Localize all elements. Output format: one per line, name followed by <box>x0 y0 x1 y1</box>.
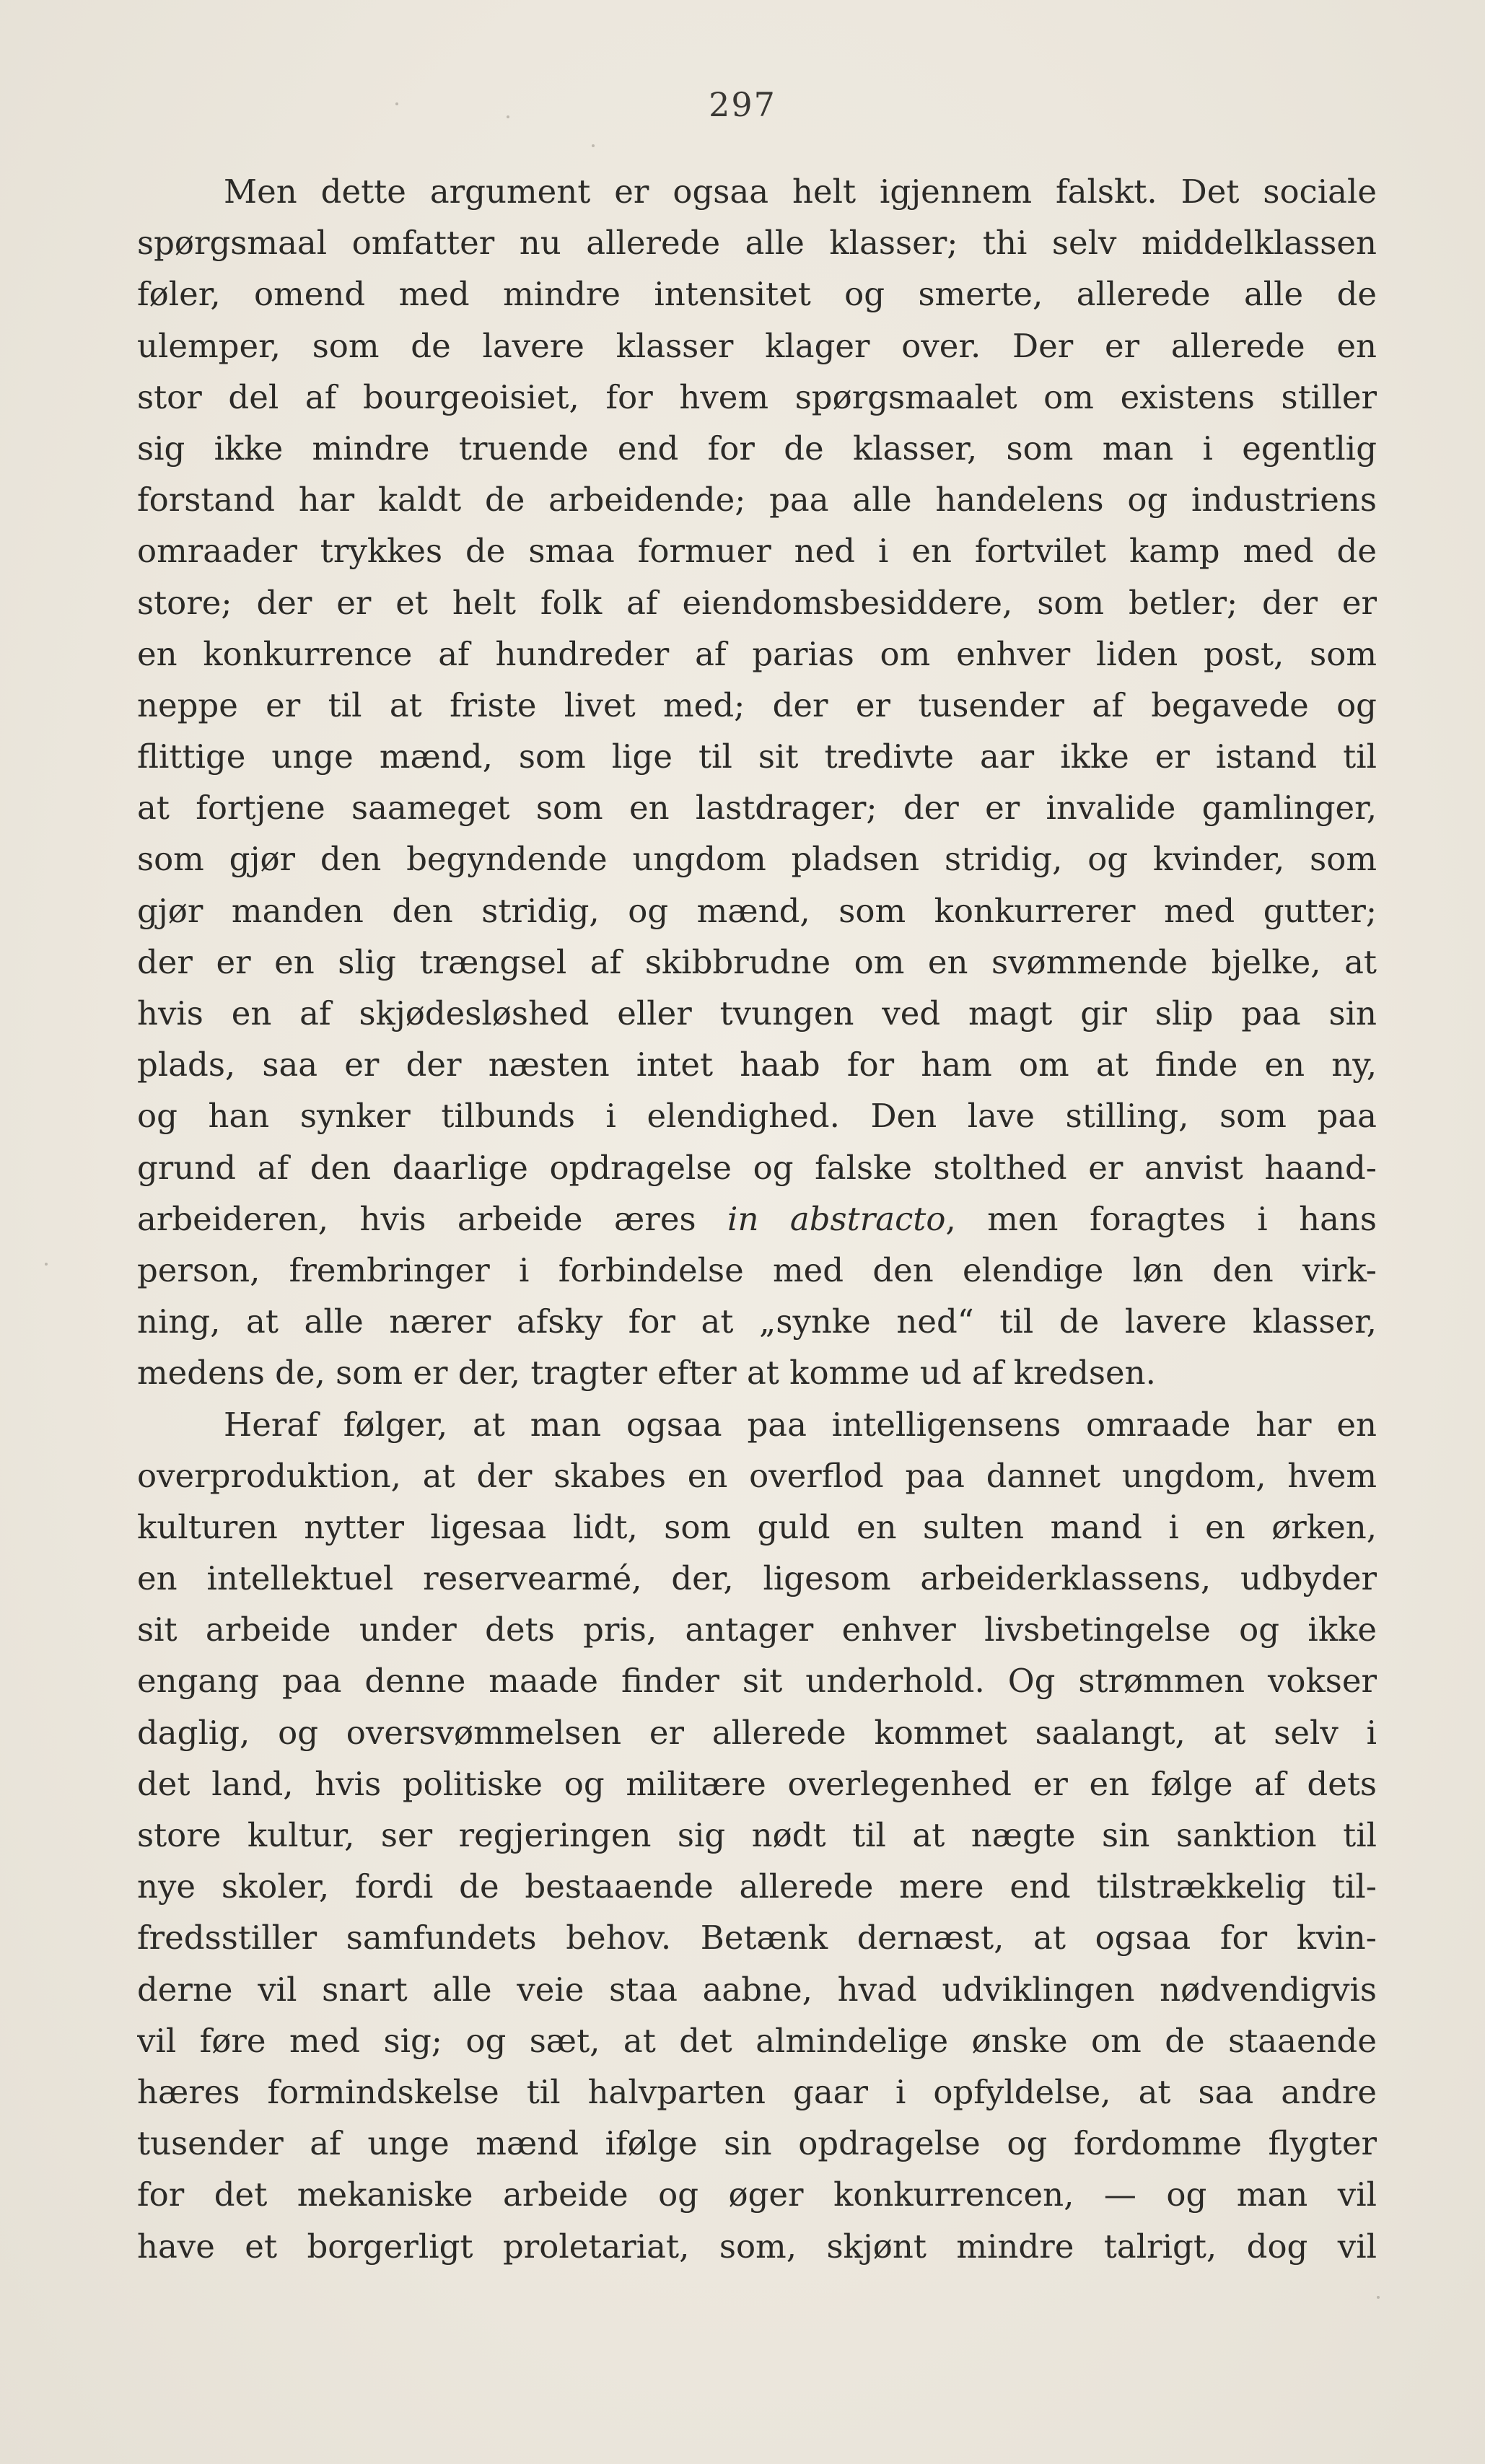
text-line: fredsstiller samfundets behov. Betænk dernæst, at ogsaa for kvin- <box>137 1919 1377 1957</box>
text-line: en intellektuel reservearmé, der, ligesom arbeiderklassens, udbyder <box>137 1559 1377 1598</box>
text-line: der er en slig trængsel af skibbrudne om en svømmende bjelke, at <box>137 942 1377 981</box>
text-line: person, frembringer i forbindelse med den elendige løn den virk- <box>137 1250 1377 1289</box>
text-line: hæres formindskelse til halvparten gaar i opfyldelse, at saa andre <box>137 2072 1377 2111</box>
text-line: Heraf følger, at man ogsaa paa intelligensens omraade har en <box>224 1405 1377 1444</box>
text-line: det land, hvis politiske og militære overlegenhed er en følge af dets <box>137 1764 1377 1803</box>
text-line: flittige unge mænd, som lige til sit tredivte aar ikke er istand til <box>137 737 1377 776</box>
text-line: Men dette argument er ogsaa helt igjennem falskt. Det sociale <box>224 172 1377 211</box>
text-line: og han synker tilbunds i elendighed. Den lave stilling, som paa <box>137 1097 1377 1136</box>
text-line: sit arbeide under dets pris, antager enhver livsbetingelse og ikke <box>137 1610 1377 1649</box>
text-line: gjør manden den stridig, og mænd, som konkurrerer med gutter; <box>137 891 1377 930</box>
text-line: store; der er et helt folk af eiendomsbesiddere, som betler; der er <box>137 583 1377 622</box>
text-line: grund af den daarlige opdragelse og falske stolthed er anvist haand- <box>137 1148 1377 1187</box>
text-line: føler, omend med mindre intensitet og smerte, allerede alle de <box>137 275 1377 314</box>
text-line: nye skoler, fordi de bestaaende allerede mere end tilstrækkelig til- <box>137 1867 1377 1906</box>
text-line: overproduktion, at der skabes en overflod paa dannet ungdom, hvem <box>137 1456 1377 1495</box>
text-line: medens de, som er der, tragter efter at komme ud af kredsen. <box>137 1354 1156 1393</box>
text-line: engang paa denne maade finder sit underhold. Og strømmen vokser <box>137 1662 1377 1701</box>
paper-speck <box>1377 2296 1380 2299</box>
paper-speck <box>507 115 509 118</box>
text-line: vil føre med sig; og sæt, at det almindelige ønske om de staaende <box>137 2021 1377 2060</box>
text-line: en konkurrence af hundreder af parias om enhver liden post, som <box>137 634 1377 673</box>
text-line: daglig, og oversvømmelsen er allerede kommet saalangt, at selv i <box>137 1713 1377 1752</box>
text-line: omraader trykkes de smaa formuer ned i en fortvilet kamp med de <box>137 532 1377 571</box>
text-line: neppe er til at friste livet med; der er tusender af begavede og <box>137 685 1377 724</box>
text-line: stor del af bourgeoisiet, for hvem spørgsmaalet om existens stiller <box>137 377 1377 416</box>
text-line: at fortjene saameget som en lastdrager; der er invalide gamlinger, <box>137 789 1377 828</box>
text-line: for det mekaniske arbeide og øger konkurrencen, — og man vil <box>137 2175 1377 2214</box>
text-line: hvis en af skjødesløshed eller tvungen ved magt gir slip paa sin <box>137 994 1377 1032</box>
text-line: sig ikke mindre truende end for de klasser, som man i egentlig <box>137 429 1377 468</box>
paper-speck <box>395 102 398 105</box>
text-line: plads, saa er der næsten intet haab for ham om at finde en ny, <box>137 1045 1377 1084</box>
body-text <box>137 166 1377 2272</box>
page-number: 297 <box>709 85 776 124</box>
text-line: derne vil snart alle veie staa aabne, hvad udviklingen nødvendigvis <box>137 1970 1377 2009</box>
text-line: store kultur, ser regjeringen sig nødt til at nægte sin sanktion til <box>137 1816 1377 1854</box>
text-line: som gjør den begyndende ungdom pladsen stridig, og kvinder, som <box>137 840 1377 879</box>
text-line: ulemper, som de lavere klasser klager over. Der er allerede en <box>137 326 1377 365</box>
paper-speck <box>592 144 595 147</box>
text-line: ning, at alle nærer afsky for at „synke ned“ til de lavere klasser, <box>137 1302 1377 1341</box>
paper-speck <box>45 1263 48 1266</box>
text-line: arbeideren, hvis arbeide æres in abstracto, men foragtes i hans <box>137 1199 1377 1238</box>
text-line: forstand har kaldt de arbeidende; paa alle handelens og industriens <box>137 481 1377 519</box>
text-line: spørgsmaal omfatter nu allerede alle klasser; thi selv middelklassen <box>137 224 1377 263</box>
text-line: tusender af unge mænd ifølge sin opdragelse og fordomme flygter <box>137 2124 1377 2163</box>
text-line: kulturen nytter ligesaa lidt, som guld en sulten mand i en ørken, <box>137 1507 1377 1546</box>
text-line: have et borgerligt proletariat, som, skjønt mindre talrigt, dog vil <box>137 2227 1377 2266</box>
